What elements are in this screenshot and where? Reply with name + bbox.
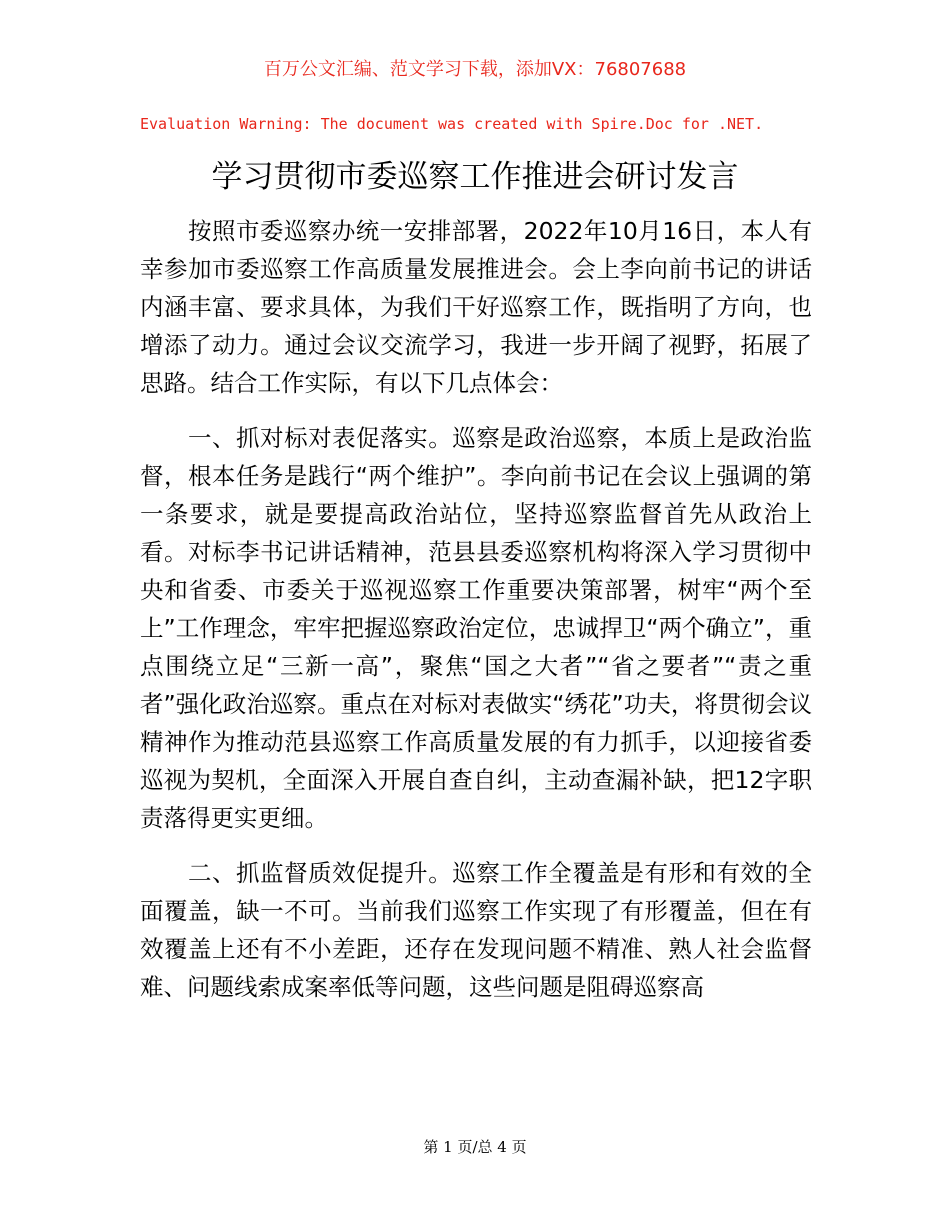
page-footer: 第 1 页/总 4 页 [423,1138,527,1156]
paragraph-point-two: 二、抓监督质效促提升。巡察工作全覆盖是有形和有效的全面覆盖，缺一不可。当前我们巡察工作实现了有形覆盖，但在有效覆盖上还有不小差距，还存在发现问题不精准、熟人社会监督难、问题线索成案率低等问题，这些问题是阻碍巡察高 [140,859,812,1001]
paragraph-point-one: 一、抓对标对表促落实。巡察是政治巡察，本质上是政治监督，根本任务是践行“两个维护”。李向前书记在会议上强调的第一条要求，就是要提高政治站位，坚持巡察监督首先从政治上看。对标李书记讲话精神，范县县委巡察机构将深入学习贯彻中央和省委、市委关于巡视巡察工作重要决策部署，树牢“两个至上”工作理念，牢牢把握巡察政治定位，忠诚捍卫“两个确立”，重点围绕立足“三新一高”，聚焦“国之大者”“省之要者”“责之重者”强化政治巡察。重点在对标对表做实“绣花”功夫，将贯彻会议精神作为推动范县巡察工作高质量发展的有力抓手，以迎接省委巡视为契机，全面深入开展自查自纠，主动查漏补缺，把12字职责落得更实更细。 [140,424,812,832]
document-title: 学习贯彻市委巡察工作推进会研讨发言 [211,159,739,195]
paragraph-intro: 按照市委巡察办统一安排部署，2022年10月16日，本人有幸参加市委巡察工作高质量发展推进会。会上李向前书记的讲话内涵丰富、要求具体，为我们干好巡察工作，既指明了方向，也增添了动力。通过会议交流学习，我进一步开阔了视野，拓展了思路。结合工作实际，有以下几点体会： [140,217,812,397]
document-body [140,212,812,1023]
header-ad-text: 百万公文汇编、范文学习下载，添加VX：76807688 [263,59,687,80]
evaluation-warning: Evaluation Warning: The document was created with Spire.Doc for .NET. [140,115,764,133]
